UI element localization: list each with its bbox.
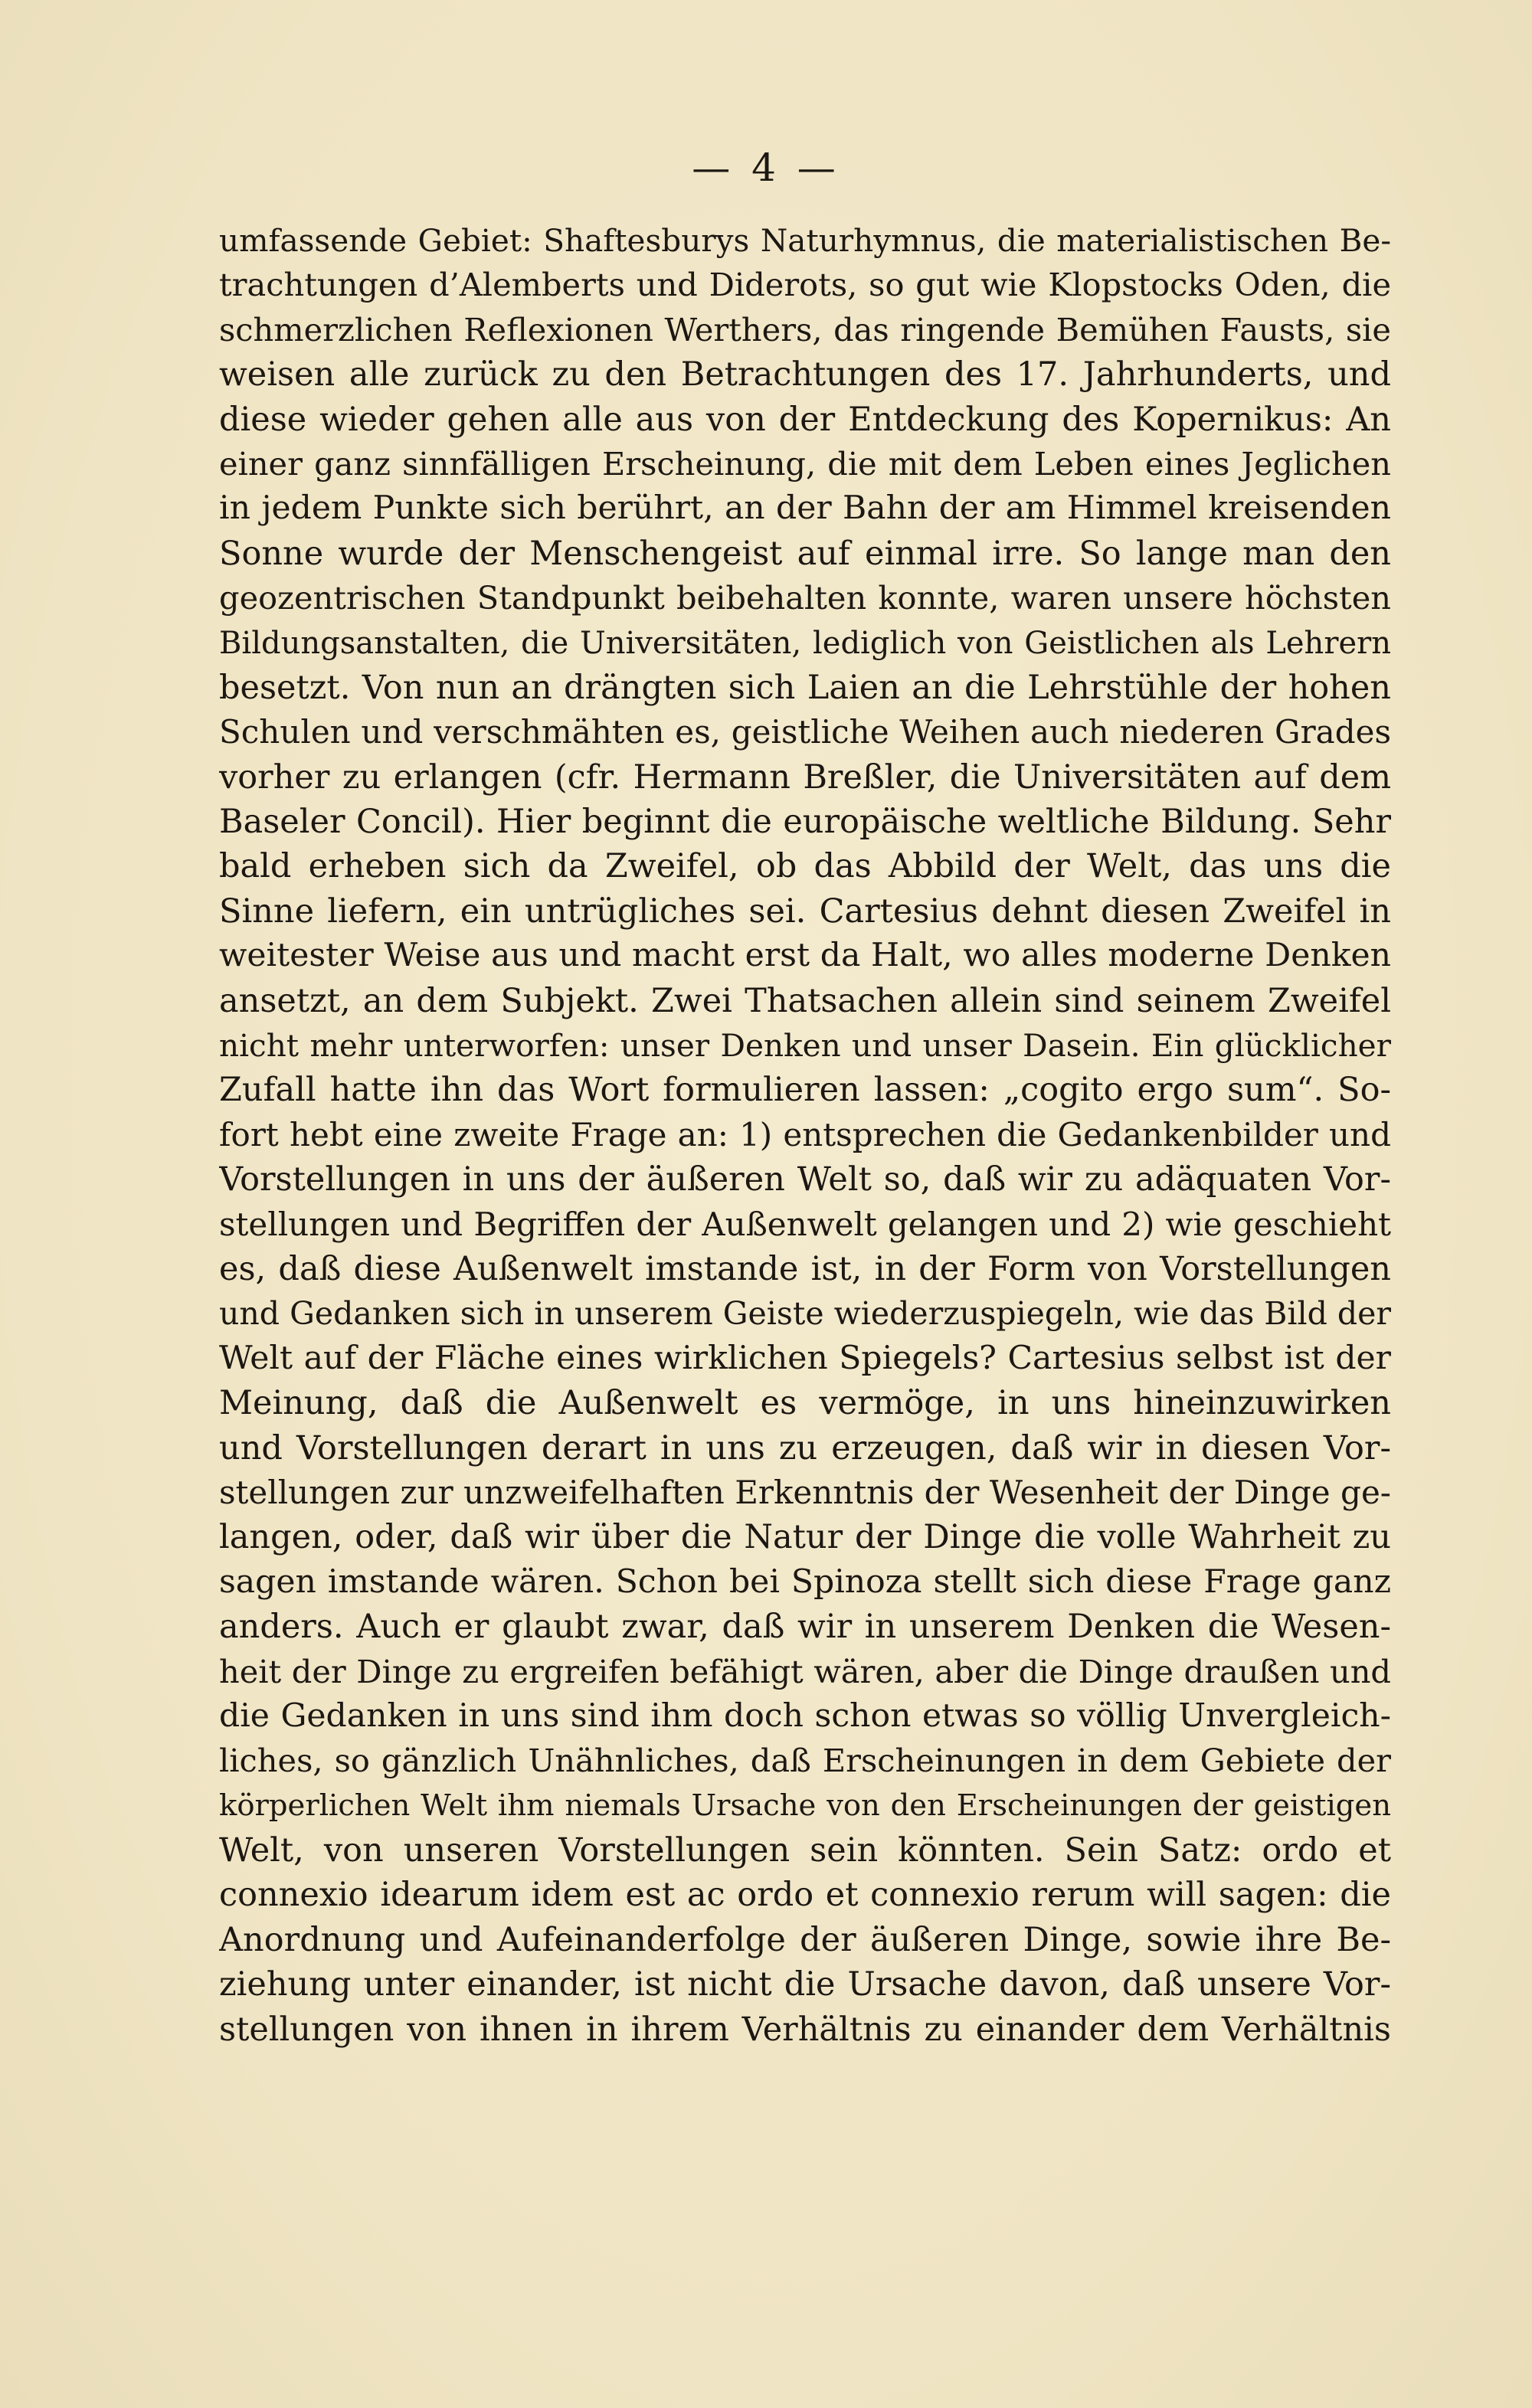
text-line-15: bald erheben sich da Zweifel, ob das Abbild der Welt, das uns die — [219, 847, 1391, 886]
text-line-12: Schulen und verschmähten es, geistliche Weihen auch niederen Grades — [219, 713, 1391, 751]
text-line-32: anders. Auch er glaubt zwar, daß wir in unserem Denken die Wesen- — [219, 1608, 1391, 1647]
text-line-5: diese wieder gehen alle aus von der Entdeckung des Kopernikus: An — [219, 400, 1391, 439]
text-line-41: stellungen von ihnen in ihrem Verhältnis zu einander dem Verhältnis — [219, 2010, 1391, 2049]
text-line-1: umfassende Gebiet: Shaftesburys Naturhymnus, die materialistischen Be- — [219, 222, 1391, 259]
text-line-11: besetzt. Von nun an drängten sich Laien an die Lehrstühle der hohen — [219, 668, 1391, 707]
text-line-19: nicht mehr unterworfen: unser Denken und unser Dasein. Ein glücklicher — [219, 1027, 1391, 1065]
text-line-20: Zufall hatte ihn das Wort formulieren lassen: „cogito ergo sum“. So- — [219, 1071, 1391, 1110]
text-line-13: vorher zu erlangen (cfr. Hermann Breßler, die Universitäten auf dem — [219, 757, 1391, 797]
text-line-9: geozentrischen Standpunkt beibehalten konnte, waren unsere höchsten — [219, 579, 1391, 617]
text-line-6: einer ganz sinnfälligen Erscheinung, die mit dem Leben eines Jeglichen — [219, 444, 1391, 483]
text-line-17: weitester Weise aus und macht erst da Halt, wo alles moderne Denken — [219, 937, 1391, 975]
text-line-37: Welt, von unseren Vorstellungen sein könnten. Sein Satz: ordo et — [219, 1831, 1391, 1870]
text-line-4: weisen alle zurück zu den Betrachtungen des 17. Jahrhunderts, und — [219, 355, 1391, 394]
text-line-10: Bildungsanstalten, die Universitäten, lediglich von Geistlichen als Lehrern — [219, 625, 1391, 661]
text-line-25: und Gedanken sich in unserem Geiste wiederzuspiegeln, wie das Bild der — [219, 1295, 1391, 1333]
text-line-28: und Vorstellungen derart in uns zu erzeugen, daß wir in diesen Vor- — [219, 1428, 1391, 1467]
text-line-34: die Gedanken in uns sind ihm doch schon etwas so völlig Unvergleich- — [219, 1696, 1391, 1735]
text-line-33: heit der Dinge zu ergreifen befähigt wären, aber die Dinge draußen und — [219, 1652, 1391, 1690]
text-line-27: Meinung, daß die Außenwelt es vermöge, in uns hineinzuwirken — [219, 1384, 1391, 1423]
text-line-16: Sinne liefern, ein untrügliches sei. Cartesius dehnt diesen Zweifel in — [219, 892, 1391, 931]
text-line-23: stellungen und Begriffen der Außenwelt gelangen und 2) wie geschieht — [219, 1205, 1391, 1243]
text-line-26: Welt auf der Fläche eines wirklichen Spiegels? Cartesius selbst ist der — [219, 1339, 1391, 1377]
text-line-36: körperlichen Welt ihm niemals Ursache von den Erscheinungen der geistigen — [219, 1788, 1391, 1823]
text-line-22: Vorstellungen in uns der äußeren Welt so, daß wir zu adäquaten Vor- — [219, 1160, 1391, 1199]
text-line-3: schmerzlichen Reflexionen Werthers, das ringende Bemühen Fausts, sie — [219, 310, 1391, 348]
text-line-35: liches, so gänzlich Unähnliches, daß Erscheinungen in dem Gebiete der — [219, 1742, 1391, 1780]
text-line-40: ziehung unter einander, ist nicht die Ursache davon, daß unsere Vor- — [219, 1965, 1391, 2004]
text-line-30: langen, oder, daß wir über die Natur der Dinge die volle Wahrheit zu — [219, 1518, 1391, 1557]
text-line-39: Anordnung und Aufeinanderfolge der äußeren Dinge, sowie ihre Be- — [219, 1920, 1391, 1959]
text-line-24: es, daß diese Außenwelt imstande ist, in der Form von Vorstellungen — [219, 1249, 1391, 1288]
text-line-29: stellungen zur unzweifelhaften Erkenntnis der Wesenheit der Dinge ge- — [219, 1473, 1391, 1511]
page-number: — 4 — — [692, 146, 840, 190]
text-line-18: ansetzt, an dem Subjekt. Zwei Thatsachen allein sind seinem Zweifel — [219, 981, 1391, 1020]
text-line-21: fort hebt eine zweite Frage an: 1) entsprechen die Gedankenbilder und — [219, 1115, 1391, 1153]
text-line-14: Baseler Concil). Hier beginnt die europäische weltliche Bildung. Sehr — [219, 803, 1391, 842]
text-line-38: connexio idearum idem est ac ordo et connexio rerum will sagen: die — [219, 1876, 1391, 1915]
text-line-7: in jedem Punkte sich berührt, an der Bahn der am Himmel kreisenden — [219, 489, 1391, 528]
text-line-2: trachtungen d’Alemberts und Diderots, so gut wie Klopstocks Oden, die — [219, 266, 1391, 304]
text-line-8: Sonne wurde der Menschengeist auf einmal irre. So lange man den — [219, 534, 1391, 573]
body-text — [219, 218, 1391, 2052]
text-line-31: sagen imstande wären. Schon bei Spinoza stellt sich diese Frage ganz — [219, 1562, 1391, 1601]
